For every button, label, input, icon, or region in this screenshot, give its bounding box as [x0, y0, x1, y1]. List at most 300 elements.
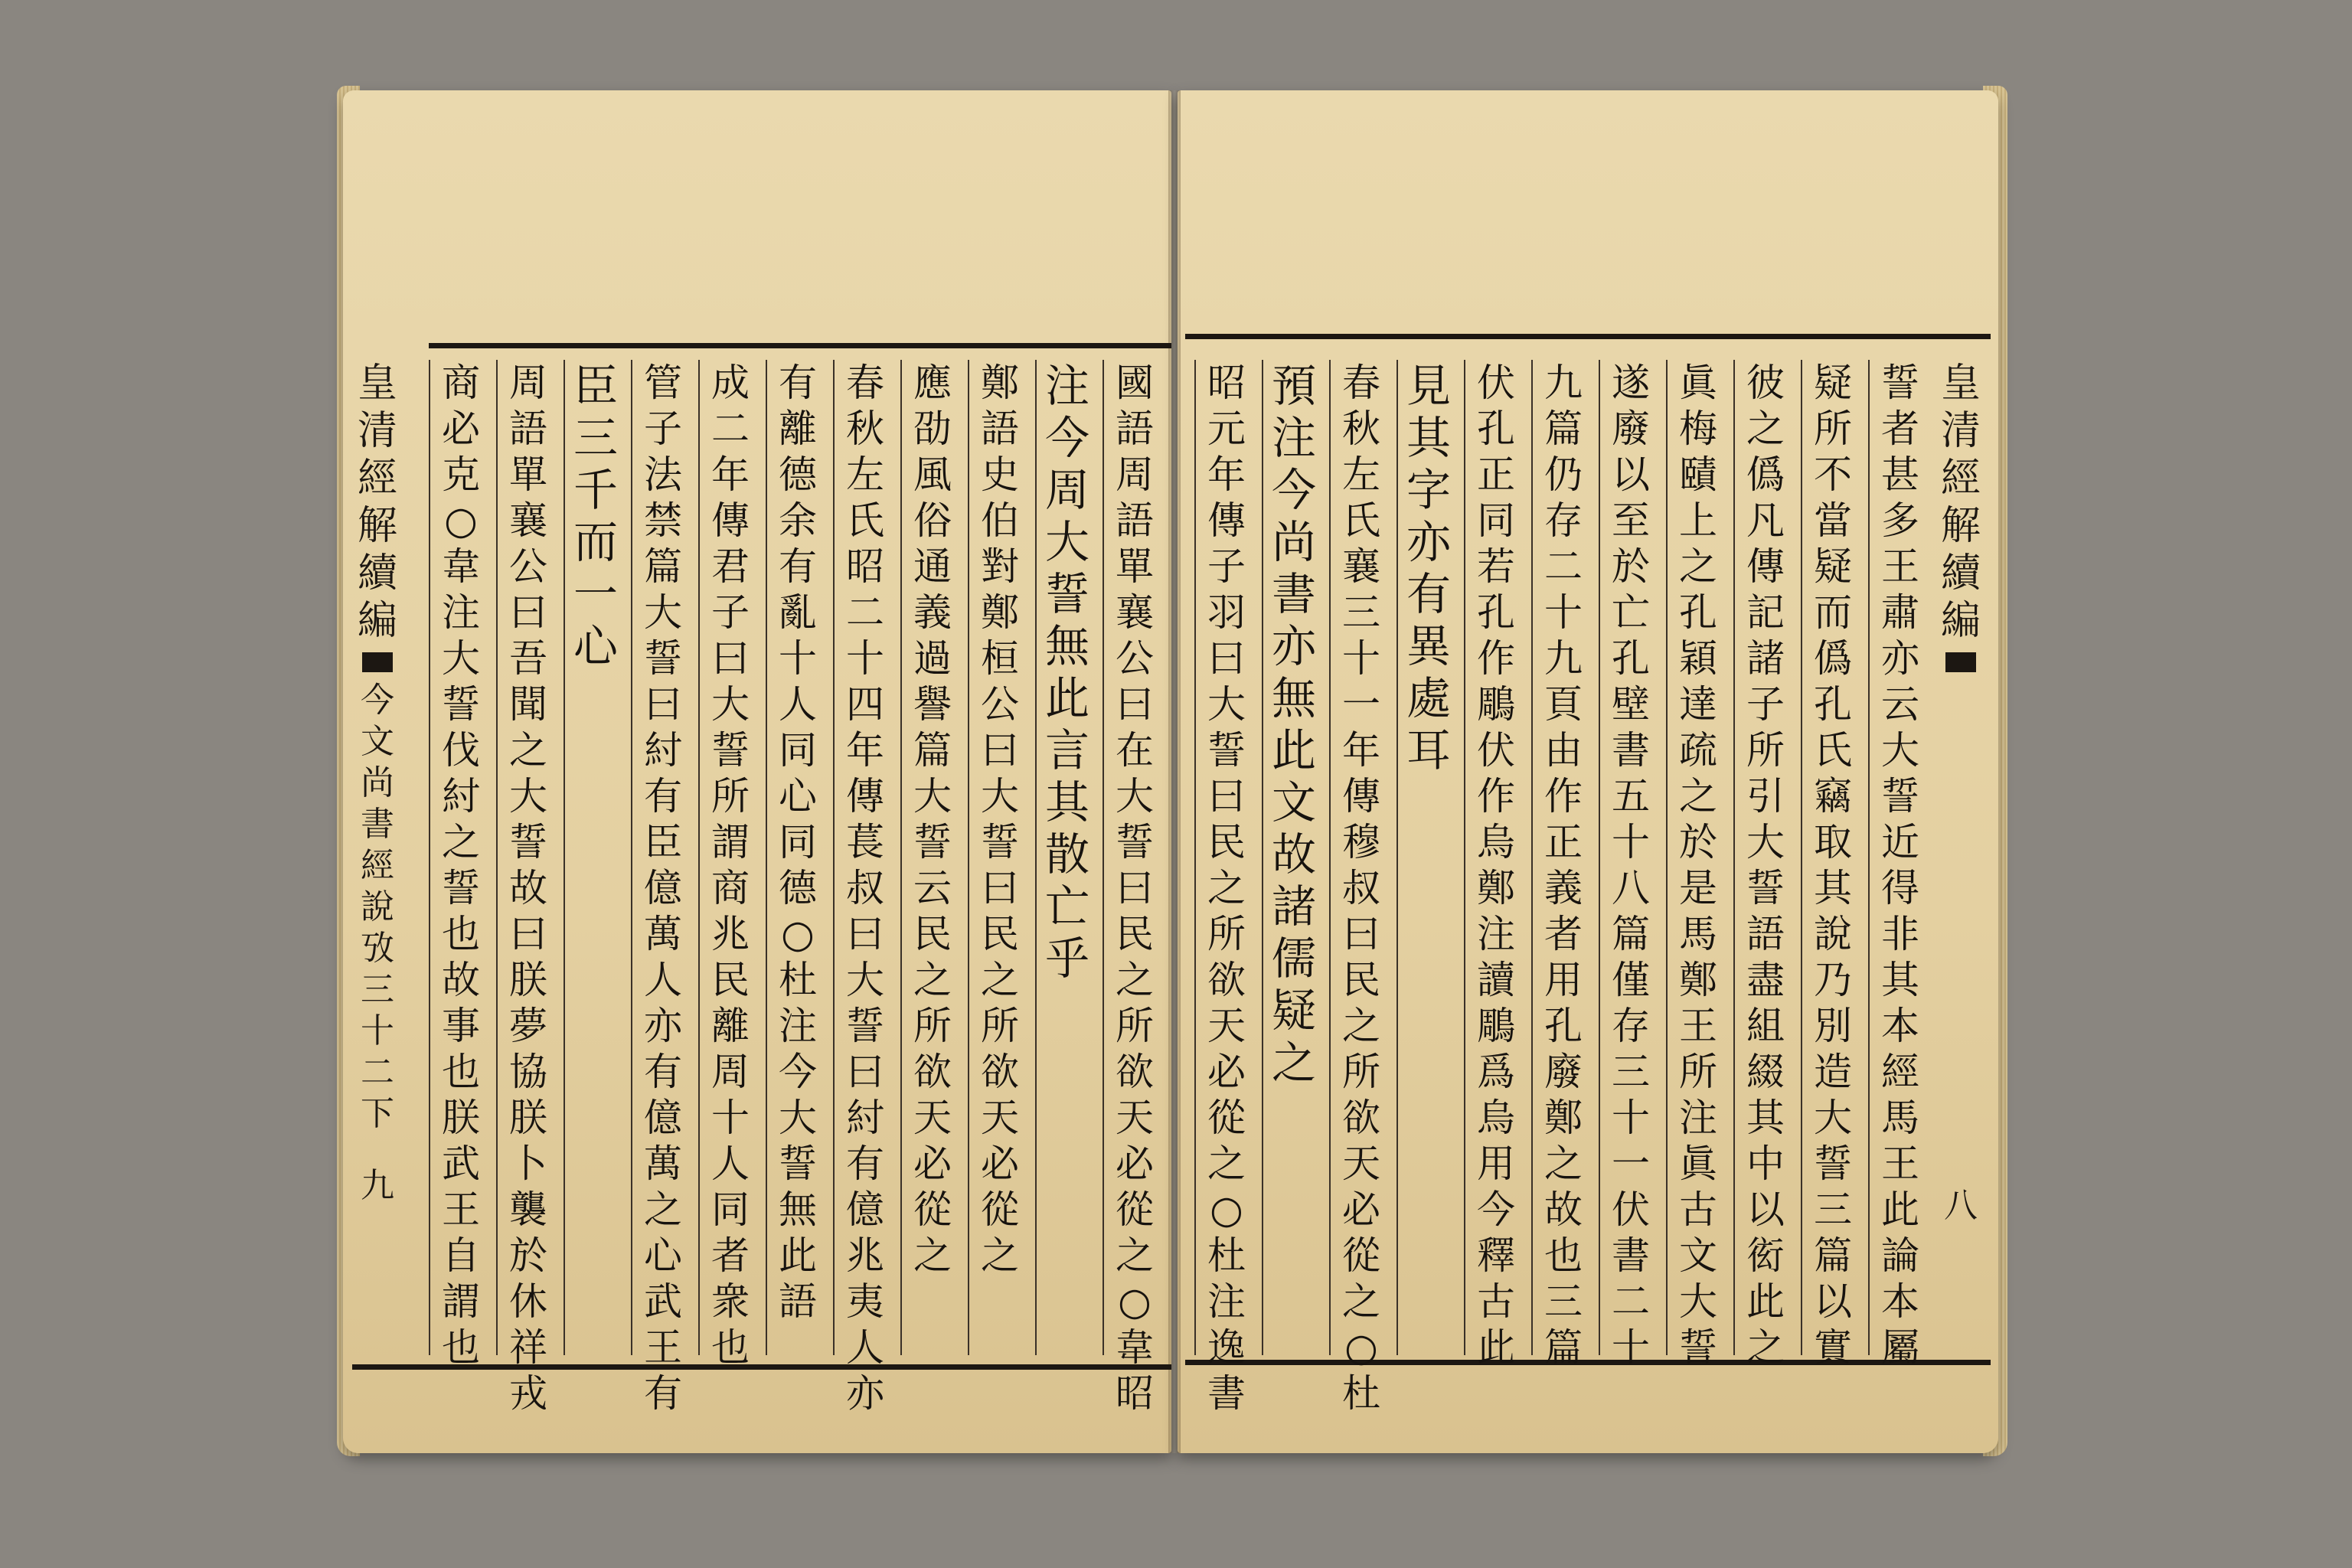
glyph: 曰 [846, 1050, 884, 1094]
left_page-column [564, 360, 626, 1355]
glyph: 故 [442, 958, 480, 1002]
glyph: 乎 [1044, 933, 1089, 985]
glyph: 有 [644, 1371, 682, 1416]
glyph: 三 [361, 970, 394, 1009]
glyph: 必 [1342, 1187, 1380, 1232]
glyph: 四 [846, 682, 884, 727]
glyph: 取 [1814, 820, 1852, 864]
glyph: 存 [1612, 1004, 1650, 1048]
glyph: 昭 [846, 544, 884, 589]
glyph: 謂 [711, 820, 750, 864]
glyph: 注 [1679, 1096, 1717, 1140]
glyph: 左 [846, 452, 884, 497]
glyph: 無 [1271, 672, 1316, 724]
glyph: 欲 [1116, 1050, 1154, 1094]
glyph: 之 [1116, 958, 1154, 1002]
glyph: 文 [1271, 776, 1316, 828]
glyph: 廢 [1612, 407, 1650, 451]
glyph: 亦 [846, 1371, 884, 1416]
glyph: ○ [1210, 1187, 1243, 1232]
glyph: 公 [981, 682, 1019, 727]
glyph: ○ [1118, 1279, 1152, 1324]
glyph: 天 [1342, 1142, 1380, 1186]
glyph: 杜 [779, 958, 817, 1002]
glyph: 肅 [1881, 590, 1919, 635]
glyph: ○ [444, 498, 478, 543]
glyph: 中 [1746, 1142, 1785, 1186]
glyph: 而 [573, 516, 618, 568]
glyph: 單 [509, 452, 547, 497]
glyph: 所 [1746, 728, 1785, 773]
right-margin-title [1937, 360, 1984, 1355]
glyph: 從 [913, 1187, 952, 1232]
glyph: 篇 [644, 544, 682, 589]
glyph: 無 [779, 1187, 817, 1232]
glyph: 皇 [1940, 361, 1981, 407]
glyph: 記 [1746, 590, 1785, 635]
glyph: 組 [1746, 1004, 1785, 1048]
glyph: 春 [846, 361, 884, 405]
glyph: 聞 [509, 682, 547, 727]
glyph: 說 [361, 887, 394, 926]
glyph: 非 [1881, 912, 1919, 956]
glyph: 大 [846, 958, 884, 1002]
glyph: 孔 [1477, 407, 1515, 451]
left-margin-title-text [358, 360, 397, 645]
glyph: 見 [1406, 360, 1451, 412]
glyph: 亦 [1881, 636, 1919, 681]
glyph: 若 [1477, 544, 1515, 589]
glyph: 其 [1814, 866, 1852, 910]
glyph: 多 [1881, 498, 1919, 543]
glyph: 五 [1612, 774, 1650, 818]
glyph: 萬 [644, 1142, 682, 1186]
glyph: 風 [913, 452, 952, 497]
glyph: 馬 [1881, 1096, 1919, 1140]
glyph: 盡 [1746, 958, 1785, 1002]
glyph: 作 [1477, 636, 1515, 681]
glyph: 誓 [1881, 361, 1919, 405]
glyph: 公 [509, 544, 547, 589]
glyph: 有 [1406, 568, 1451, 620]
glyph: 造 [1814, 1050, 1852, 1094]
glyph: 自 [442, 1233, 480, 1278]
glyph: 之 [1746, 407, 1785, 451]
glyph: 大 [509, 774, 547, 818]
glyph: 壁 [1612, 682, 1650, 727]
glyph: 應 [913, 361, 952, 405]
glyph: 之 [1342, 1004, 1380, 1048]
glyph: 今 [1044, 412, 1089, 464]
glyph: 之 [1679, 774, 1717, 818]
glyph: 遂 [1612, 361, 1650, 405]
glyph: 實 [1814, 1325, 1852, 1370]
glyph: 有 [644, 1050, 682, 1094]
glyph: 解 [357, 503, 397, 549]
right_page-column [1801, 360, 1864, 1370]
glyph: 單 [1116, 544, 1154, 589]
glyph: 誓 [1746, 866, 1785, 910]
right-page-number [1944, 1185, 1978, 1227]
glyph: 天 [981, 1096, 1019, 1140]
glyph: 夷 [846, 1279, 884, 1324]
glyph: 十 [1544, 590, 1583, 635]
glyph: 異 [1406, 620, 1451, 672]
glyph: 今 [1477, 1187, 1515, 1232]
glyph: 達 [1679, 682, 1717, 727]
glyph: 誓 [1679, 1325, 1717, 1370]
glyph: 王 [1881, 544, 1919, 589]
glyph: 一 [1612, 1142, 1650, 1186]
glyph: 伏 [1477, 361, 1515, 405]
glyph: 誓 [442, 682, 480, 727]
glyph: 三 [1612, 1050, 1650, 1094]
glyph: 武 [442, 1142, 480, 1186]
glyph: 曰 [711, 636, 750, 681]
glyph: 用 [1544, 958, 1583, 1002]
glyph: 韋 [1116, 1325, 1154, 1370]
glyph: 亂 [779, 590, 817, 635]
glyph: 年 [1207, 452, 1246, 497]
glyph: 大 [1679, 1279, 1717, 1324]
glyph: 之 [1207, 1142, 1246, 1186]
glyph: 離 [779, 407, 817, 451]
glyph: 引 [1746, 774, 1785, 818]
glyph: 經 [1881, 1050, 1919, 1094]
glyph: 祥 [509, 1325, 547, 1370]
glyph: 穆 [1342, 820, 1380, 864]
right-margin-title-text [1941, 360, 1981, 645]
glyph: 傳 [1342, 774, 1380, 818]
glyph: 伯 [981, 498, 1019, 543]
glyph: 周 [1044, 464, 1089, 516]
right-page-top-border [1185, 334, 1991, 339]
glyph: 文 [361, 722, 394, 761]
glyph: 僅 [1612, 958, 1650, 1002]
left_page-column [631, 360, 694, 1416]
glyph: 從 [1116, 1187, 1154, 1232]
glyph: 散 [1044, 828, 1089, 880]
glyph: 二 [1612, 1279, 1650, 1324]
glyph: 十 [1342, 636, 1380, 681]
glyph: 續 [357, 550, 397, 596]
glyph: 協 [509, 1050, 547, 1094]
glyph: 誓 [509, 820, 547, 864]
glyph: 三 [1814, 1187, 1852, 1232]
glyph: 經 [357, 456, 397, 501]
glyph: 大 [1746, 820, 1785, 864]
glyph: 古 [1679, 1187, 1717, 1232]
left-page-number [361, 1165, 394, 1207]
glyph: 朕 [509, 958, 547, 1002]
glyph: 論 [1881, 1233, 1919, 1278]
glyph: 以 [1612, 452, 1650, 497]
glyph: 竊 [1814, 774, 1852, 818]
glyph: 義 [913, 590, 952, 635]
glyph: 欲 [1342, 1096, 1380, 1140]
glyph: 下 [361, 1094, 394, 1133]
glyph: 德 [779, 866, 817, 910]
glyph: 者 [711, 1233, 750, 1278]
glyph: 人 [644, 958, 682, 1002]
glyph: 克 [442, 452, 480, 497]
glyph: 注 [1207, 1279, 1246, 1324]
glyph: 尚 [1271, 516, 1316, 568]
glyph: 篇 [1814, 1233, 1852, 1278]
glyph: 誓 [981, 820, 1019, 864]
right_page-column [1531, 360, 1594, 1370]
glyph: 在 [1116, 728, 1154, 773]
right_page-column [1464, 360, 1527, 1370]
glyph: 無 [1044, 620, 1089, 672]
glyph: 秋 [1342, 407, 1380, 451]
glyph: 子 [644, 407, 682, 451]
glyph: 古 [1477, 1279, 1515, 1324]
glyph: 民 [1116, 912, 1154, 956]
glyph: 公 [1116, 636, 1154, 681]
glyph: 疑 [1271, 985, 1316, 1037]
glyph: 篇 [1544, 407, 1583, 451]
glyph: 子 [1207, 544, 1246, 589]
glyph: 烏 [1477, 1096, 1515, 1140]
glyph: 十 [1612, 1325, 1650, 1370]
glyph: 頁 [1544, 682, 1583, 727]
glyph: 億 [644, 1096, 682, 1140]
glyph: 此 [1271, 724, 1316, 776]
glyph: 是 [1679, 866, 1717, 910]
glyph: 誓 [779, 1142, 817, 1186]
glyph: 離 [711, 1004, 750, 1048]
glyph: 同 [779, 820, 817, 864]
glyph: 之 [913, 1233, 952, 1278]
glyph: 注 [1044, 360, 1089, 412]
glyph: 亡 [1612, 590, 1650, 635]
glyph: 誓 [711, 728, 750, 773]
right_page-column [1733, 360, 1796, 1370]
glyph: 大 [1116, 774, 1154, 818]
glyph: 億 [644, 866, 682, 910]
right-page-bottom-border [1185, 1360, 1991, 1365]
glyph: 疑 [1814, 361, 1852, 405]
glyph: 九 [1544, 636, 1583, 681]
glyph: 民 [981, 912, 1019, 956]
glyph: 於 [509, 1233, 547, 1278]
glyph: 誓 [846, 1004, 884, 1048]
glyph: 欲 [1207, 958, 1246, 1002]
glyph: 八 [1612, 866, 1650, 910]
glyph: 續 [1940, 550, 1981, 596]
glyph: 管 [644, 361, 682, 405]
glyph: 穎 [1679, 636, 1717, 681]
glyph: 二 [846, 590, 884, 635]
glyph: 有 [644, 774, 682, 818]
glyph: 衆 [711, 1279, 750, 1324]
glyph: 謂 [442, 1279, 480, 1324]
glyph: 其 [1746, 1096, 1785, 1140]
glyph: 二 [361, 1053, 394, 1092]
glyph: 戎 [509, 1371, 547, 1416]
glyph: 大 [913, 774, 952, 818]
glyph: 之 [1679, 544, 1717, 589]
glyph: 篇 [1544, 1325, 1583, 1370]
glyph: 馬 [1679, 912, 1717, 956]
glyph: 今 [779, 1050, 817, 1094]
glyph: 桓 [981, 636, 1019, 681]
glyph: 編 [1940, 598, 1981, 644]
glyph: 叔 [846, 866, 884, 910]
glyph: 注 [779, 1004, 817, 1048]
glyph: 至 [1612, 498, 1650, 543]
glyph: 伐 [442, 728, 480, 773]
glyph: 大 [442, 636, 480, 681]
glyph: 大 [779, 1096, 817, 1140]
left_page-column [766, 360, 828, 1355]
glyph: 凡 [1746, 498, 1785, 543]
glyph: 語 [1116, 407, 1154, 451]
glyph: 衒 [1746, 1233, 1785, 1278]
glyph: 兆 [846, 1233, 884, 1278]
glyph: 從 [981, 1187, 1019, 1232]
glyph: 注 [1271, 412, 1316, 464]
glyph: 也 [442, 1050, 480, 1094]
glyph: 以 [1814, 1279, 1852, 1324]
glyph: 十 [1612, 820, 1650, 864]
glyph: 曰 [509, 590, 547, 635]
glyph: 書 [1271, 568, 1316, 620]
glyph: 曰 [981, 866, 1019, 910]
glyph: 杜 [1342, 1371, 1380, 1416]
glyph: 氏 [1342, 498, 1380, 543]
glyph: 人 [846, 1325, 884, 1370]
glyph: 王 [1881, 1142, 1919, 1186]
glyph: 傳 [711, 498, 750, 543]
glyph: 紂 [846, 1096, 884, 1140]
glyph: 所 [1814, 407, 1852, 451]
glyph: 其 [1406, 412, 1451, 464]
glyph: 篇 [913, 728, 952, 773]
glyph: 語 [509, 407, 547, 451]
glyph: 卜 [509, 1142, 547, 1186]
glyph: 僞 [1814, 636, 1852, 681]
glyph: 周 [509, 361, 547, 405]
glyph: 所 [1207, 912, 1246, 956]
glyph: 秋 [846, 407, 884, 451]
glyph: 余 [779, 498, 817, 543]
glyph: 爲 [1477, 1050, 1515, 1094]
glyph: 曰 [1116, 866, 1154, 910]
glyph: 廢 [1544, 1050, 1583, 1094]
glyph: 存 [1544, 498, 1583, 543]
left_page-column [833, 360, 896, 1416]
glyph: 故 [1271, 828, 1316, 880]
glyph: 臣 [644, 820, 682, 864]
right_page-column [1666, 360, 1729, 1370]
glyph: 疑 [1814, 544, 1852, 589]
glyph: 從 [1207, 1096, 1246, 1140]
glyph: 此 [1746, 1279, 1785, 1324]
glyph: 正 [1477, 452, 1515, 497]
glyph: 千 [573, 464, 618, 516]
glyph: 本 [1881, 1279, 1919, 1324]
glyph: 鄭 [1544, 1096, 1583, 1140]
glyph: 注 [1477, 912, 1515, 956]
glyph: 從 [1342, 1233, 1380, 1278]
glyph: 十 [779, 636, 817, 681]
glyph: 左 [1342, 452, 1380, 497]
glyph: 所 [1342, 1050, 1380, 1094]
glyph: 之 [913, 958, 952, 1002]
glyph: 商 [711, 866, 750, 910]
glyph: 鵰 [1477, 682, 1515, 727]
glyph: 之 [1342, 1279, 1380, 1324]
glyph: 大 [981, 774, 1019, 818]
right_page-column [1194, 360, 1257, 1416]
glyph: 尚 [361, 763, 394, 802]
glyph: 夢 [509, 1004, 547, 1048]
left_page-column [1035, 360, 1098, 1355]
left_page-column [900, 360, 963, 1355]
glyph: 俗 [913, 498, 952, 543]
glyph: 德 [779, 452, 817, 497]
glyph: 民 [913, 912, 952, 956]
glyph: 十 [846, 636, 884, 681]
fishtail-mark [1945, 652, 1976, 672]
glyph: 諸 [1746, 636, 1785, 681]
glyph: 之 [644, 1187, 682, 1232]
glyph: 鵰 [1477, 1004, 1515, 1048]
glyph: 言 [1044, 724, 1089, 776]
glyph: 朕 [442, 1096, 480, 1140]
glyph: 大 [644, 590, 682, 635]
glyph: 王 [644, 1325, 682, 1370]
glyph: 亦 [1271, 620, 1316, 672]
glyph: 民 [1342, 958, 1380, 1002]
glyph: 年 [711, 452, 750, 497]
left_page-column [698, 360, 761, 1370]
glyph: 曰 [644, 682, 682, 727]
glyph: 三 [573, 412, 618, 464]
glyph: 商 [442, 361, 480, 405]
glyph: 誓 [1814, 1142, 1852, 1186]
glyph: 其 [1881, 958, 1919, 1002]
glyph: 處 [1406, 672, 1451, 724]
glyph: 疏 [1679, 728, 1717, 773]
glyph: 曰 [1342, 912, 1380, 956]
glyph: 由 [1544, 728, 1583, 773]
glyph: 其 [1044, 776, 1089, 828]
glyph: 子 [1746, 682, 1785, 727]
glyph: 大 [1044, 516, 1089, 568]
glyph: 必 [1207, 1050, 1246, 1094]
glyph: 語 [981, 407, 1019, 451]
left_page-column [968, 360, 1031, 1355]
glyph: 民 [711, 958, 750, 1002]
glyph: 周 [1116, 452, 1154, 497]
glyph: 誓 [1044, 568, 1089, 620]
glyph: 民 [1207, 820, 1246, 864]
glyph: 過 [913, 636, 952, 681]
glyph: 今 [1271, 464, 1316, 516]
glyph: 所 [981, 1004, 1019, 1048]
right_page-column [1599, 360, 1661, 1370]
glyph: 誓 [1116, 820, 1154, 864]
fishtail-mark [362, 652, 393, 672]
glyph: 釋 [1477, 1233, 1515, 1278]
glyph: 亦 [644, 1004, 682, 1048]
glyph: 之 [1271, 1037, 1316, 1089]
glyph: 書 [1207, 1371, 1246, 1416]
glyph: 作 [1544, 774, 1583, 818]
